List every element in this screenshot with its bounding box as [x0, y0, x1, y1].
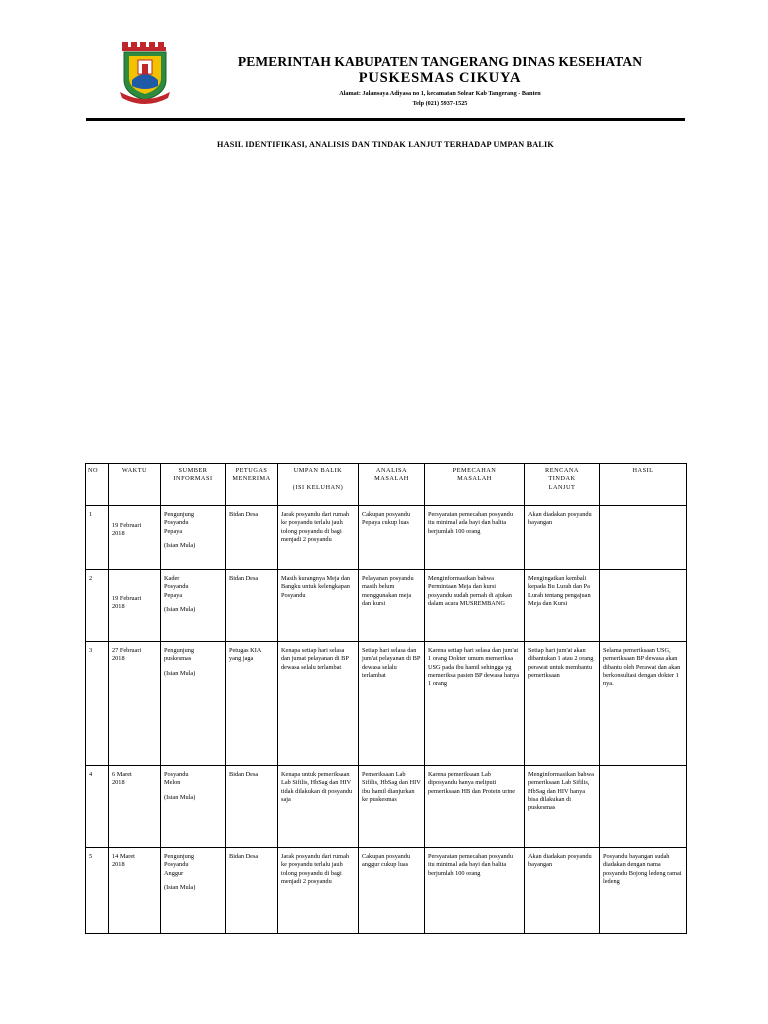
cell-hasil — [600, 766, 687, 848]
cell-petugas: Bidan Desa — [226, 570, 278, 642]
cell-waktu: 14 Maret 2018 — [109, 848, 161, 934]
cell-analisa: Setiap hari selasa dan jum'at pelayanan di BP dewasa selalu terlambat — [359, 642, 425, 766]
cell-sumber — [161, 506, 226, 570]
header-phone: Telp (021) 5937-1525 — [412, 100, 468, 107]
cell-sumber — [161, 642, 226, 766]
sumber-text: Pengunjung puskesmas — [164, 647, 195, 663]
cell-sumber — [161, 848, 226, 934]
sumber-text: Pengunjung Posyandu Anggur — [164, 853, 195, 877]
cell-waktu: 19 Februari 2018 — [109, 506, 161, 570]
document-title: HASIL IDENTIFIKASI, ANALISIS DAN TINDAK LANJUT TERHADAP UMPAN BALIK — [217, 140, 554, 149]
col-header-hasil: HASIL — [600, 464, 687, 506]
col-header-no: NO — [86, 464, 109, 506]
sumber-note: (Isian Mula) — [164, 669, 196, 677]
table-row — [86, 570, 687, 642]
table-header-row — [86, 464, 687, 506]
col-header-waktu: WAKTU — [109, 464, 161, 506]
cell-hasil — [600, 506, 687, 570]
table-row — [86, 642, 687, 766]
sumber-note: (Isian Mula) — [164, 883, 196, 891]
cell-petugas: Petugas KIA yang jaga — [226, 642, 278, 766]
table-row — [86, 506, 687, 570]
cell-petugas: Bidan Desa — [226, 506, 278, 570]
cell-no: 2 — [86, 570, 109, 642]
col-header-petugas: PETUGAS MENERIMA — [226, 464, 278, 506]
cell-no: 1 — [86, 506, 109, 570]
kabupaten-crest-icon — [118, 40, 174, 106]
cell-umpan-balik: Kenapa untuk pemeriksaan Lab Sifilis, HbSag dan HIV tidak dilakukan di posyandu saja — [278, 766, 359, 848]
cell-rencana: Setiap hari jum'at akan dibantukan 1 atau 2 orang perawat untuk membantu pemeriksaan — [525, 642, 600, 766]
col-header-analisa: ANALISA MASALAH — [359, 464, 425, 506]
cell-rencana: Akan diadakan posyandu bayangan — [525, 506, 600, 570]
cell-no: 5 — [86, 848, 109, 934]
header-puskesmas-name: PUSKESMAS CIKUYA — [358, 70, 522, 86]
sumber-text: Kader Posyandu Pepaya — [164, 575, 189, 599]
cell-waktu: 19 Februari 2018 — [109, 570, 161, 642]
sumber-text: Posyandu Melon — [164, 771, 189, 787]
col-header-pemecahan: PEMECAHAN MASALAH — [425, 464, 525, 506]
cell-umpan-balik: Masih kurangnya Meja dan Bangku untuk kelengkapan Posyandu — [278, 570, 359, 642]
cell-hasil — [600, 570, 687, 642]
cell-rencana: Akan diadakan posyandu bayangan — [525, 848, 600, 934]
col-header-rencana: RENCANA TINDAK LANJUT — [525, 464, 600, 506]
sumber-text: Pengunjung Posyandu Pepaya — [164, 511, 195, 535]
table-row — [86, 766, 687, 848]
header-agency-name: PEMERINTAH KABUPATEN TANGERANG DINAS KESEHATAN — [237, 54, 643, 69]
cell-sumber — [161, 570, 226, 642]
feedback-table — [85, 463, 687, 934]
cell-umpan-balik: Jarak posyandu dari rumah ke posyandu terlalu jauh tolong posyandu di bagi menjadi 2 posyandu — [278, 848, 359, 934]
cell-pemecahan: Persyaratan pemecahan posyandu itu minimal ada bayi dan balita berjumlah 100 orang — [425, 848, 525, 934]
table-row — [86, 848, 687, 934]
cell-umpan-balik: Jarak posyandu dari rumah ke posyandu terlalu jauh tolong posyandu di bagi menjadi 2 posyandu — [278, 506, 359, 570]
cell-no: 3 — [86, 642, 109, 766]
cell-analisa: Cakupan posyandu Pepaya cukup luas — [359, 506, 425, 570]
header-address: Alamat: Jalansaya Adiyasa no 1, kecamatan Solear Kab Tangerang - Banten — [339, 90, 541, 97]
col-header-umpan-balik: UMPAN BALIK (ISI KELUHAN) — [278, 464, 359, 506]
cell-hasil: Posyandu bayangan sudah diadakan dengan nama posyandu Bojong ledeng ramai ledeng — [600, 848, 687, 934]
cell-analisa: Pemeriksaan Lab Sifilis, HbSag dan HIV ibu hamil dianjurkan ke puskesmas — [359, 766, 425, 848]
cell-umpan-balik: Kenapa setiap hari selasa dan jumat pelayanan di BP dewasa selalu terlambat — [278, 642, 359, 766]
sumber-note: (Isian Mula) — [164, 605, 196, 613]
cell-pemecahan: Persyaratan pemecahan posyandu itu minimal ada bayi dan balita berjumlah 100 orang — [425, 506, 525, 570]
cell-sumber — [161, 766, 226, 848]
cell-waktu: 27 Februari 2018 — [109, 642, 161, 766]
cell-rencana: Mengingatkan kembali kepada Bu Lurah dan Pa Lurah tentang pengajuan Meja dan Kursi — [525, 570, 600, 642]
cell-petugas: Bidan Desa — [226, 766, 278, 848]
cell-pemecahan: Karena setiap hari selasa dan jum'at 1 orang Dokter umum memeriksa USG pada ibu hamil sehingga yg memeriksa pasien BP dewasa hanya 1 orang — [425, 642, 525, 766]
sumber-note: (Isian Mula) — [164, 541, 196, 549]
cell-pemecahan: Karena pemeriksaan Lab diposyandu hanya meliputi pemeriksaan HB dan Protein urine — [425, 766, 525, 848]
sumber-note: (Isian Mula) — [164, 793, 196, 801]
cell-petugas: Bidan Desa — [226, 848, 278, 934]
cell-pemecahan: Menginformasikan bahwa Permintaan Meja dan kursi posyandu sudah pernah di ajukan dalam acara MUSREMBANG — [425, 570, 525, 642]
header-divider — [86, 118, 685, 121]
cell-rencana: Menginformasikan bahwa pemeriksaan Lab Sifilis, HbSag dan HIV hanya bisa dilakukan di puskesmas — [525, 766, 600, 848]
col-header-sumber: SUMBER INFORMASI — [161, 464, 226, 506]
cell-no: 4 — [86, 766, 109, 848]
cell-analisa: Cakupan posyandu anggur cukup luas — [359, 848, 425, 934]
cell-analisa: Pelayanan posyandu masih belum menggunakan meja dan kursi — [359, 570, 425, 642]
cell-waktu: 6 Maret 2018 — [109, 766, 161, 848]
cell-hasil: Selama pemeriksaan USG, pemeriksaan BP dewasa akan dibantu oleh Perawat dan akan berkonsultasi dengan dokter 1 nya. — [600, 642, 687, 766]
